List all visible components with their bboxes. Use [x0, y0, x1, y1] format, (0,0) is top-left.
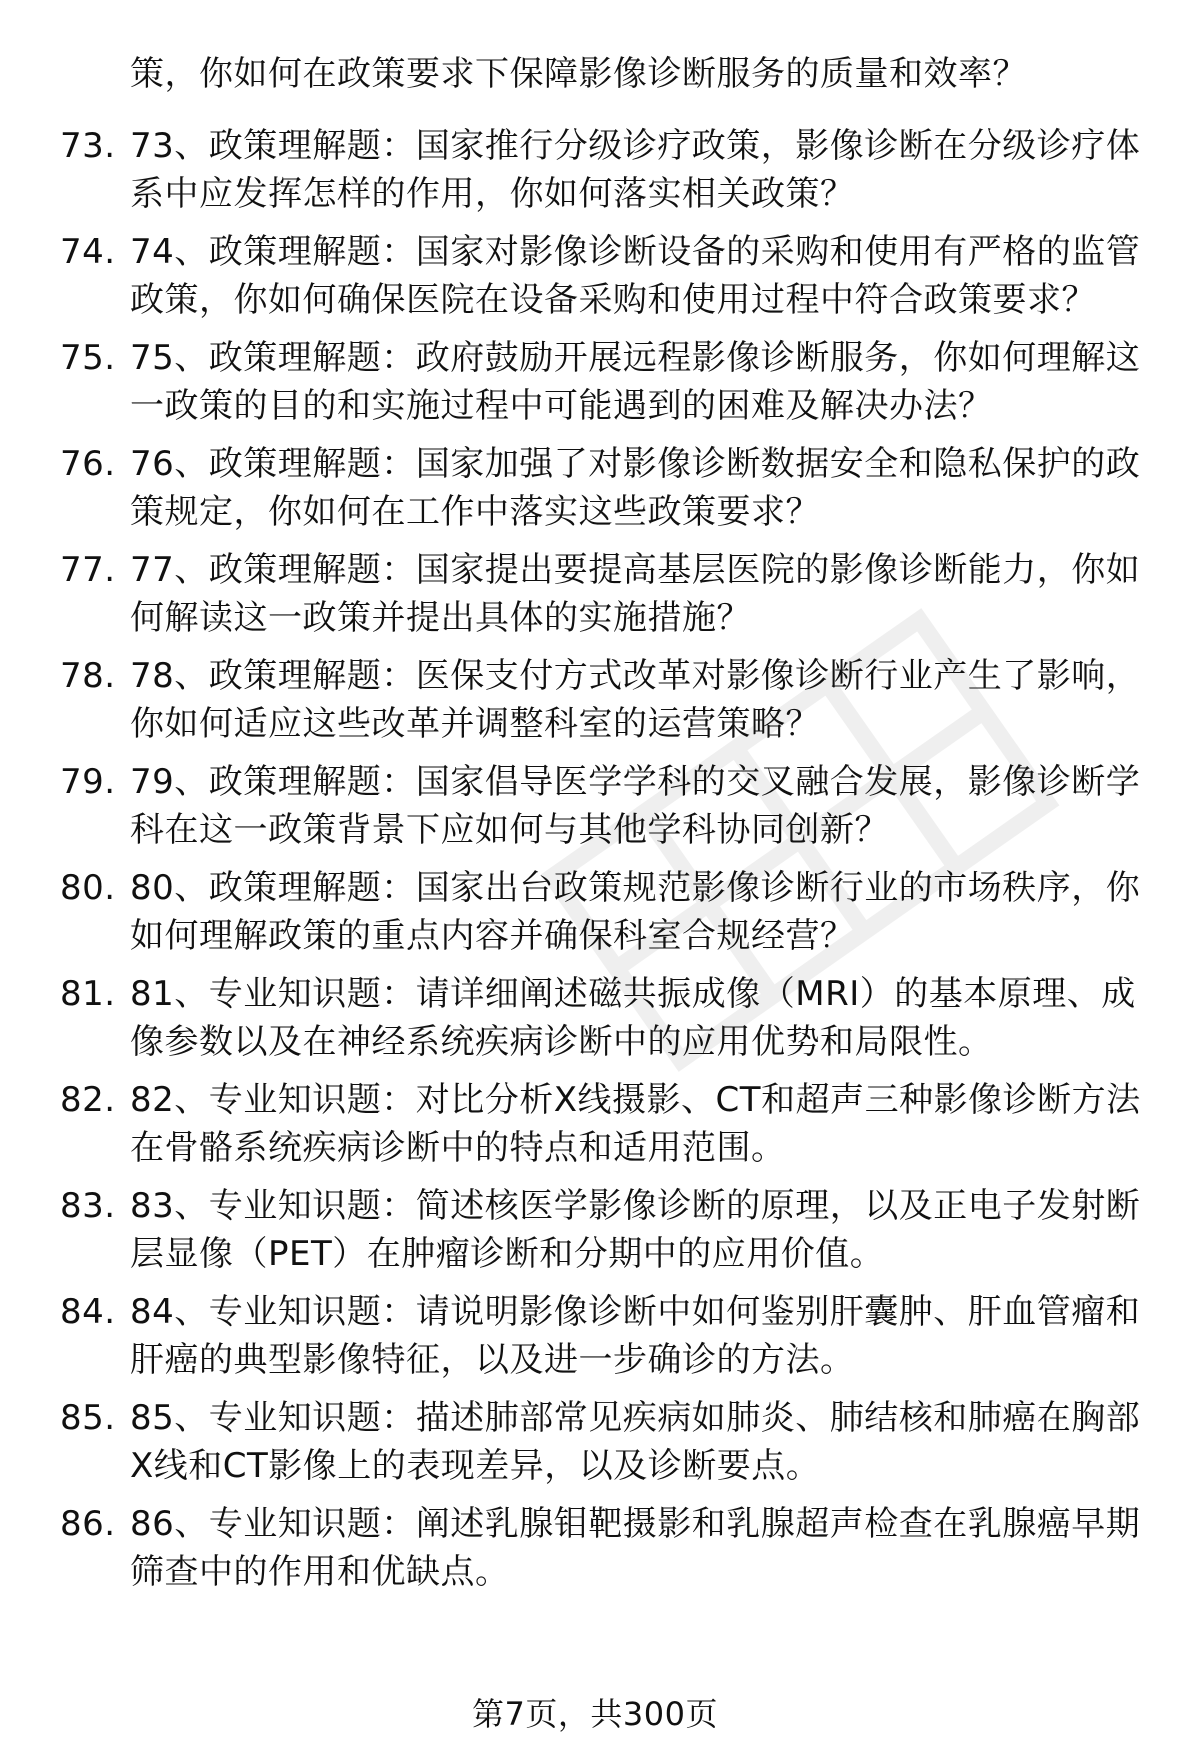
- question-number: 79.: [60, 762, 116, 802]
- question-text: 84、专业知识题：请说明影像诊断中如何鉴别肝囊肿、肝血管瘤和肝癌的典型影像特征，以及进一步确诊的方法。: [130, 1292, 1141, 1380]
- question-text: 77、政策理解题：国家提出要提高基层医院的影像诊断能力，你如何解读这一政策并提出具体的实施措施？: [130, 550, 1141, 638]
- question-text: 79、政策理解题：国家倡导医学学科的交叉融合发展，影像诊断学科在这一政策背景下应如何与其他学科协同创新？: [130, 762, 1141, 850]
- question-item: [0, 228, 1190, 324]
- question-number: 77.: [60, 550, 116, 590]
- question-item: [0, 122, 1190, 218]
- question-text: 80、政策理解题：国家出台政策规范影像诊断行业的市场秩序，你如何理解政策的重点内容并确保科室合规经营？: [130, 868, 1141, 956]
- question-item: [0, 970, 1190, 1066]
- question-item: [0, 864, 1190, 960]
- question-item: [0, 1288, 1190, 1384]
- question-list: [0, 122, 1190, 1606]
- question-number: 76.: [60, 444, 116, 484]
- question-item: [0, 1182, 1190, 1278]
- question-item: [0, 758, 1190, 854]
- question-text: 74、政策理解题：国家对影像诊断设备的采购和使用有严格的监管政策，你如何确保医院在设备采购和使用过程中符合政策要求？: [130, 232, 1141, 320]
- question-text: 83、专业知识题：简述核医学影像诊断的原理，以及正电子发射断层显像（PET）在肿瘤诊断和分期中的应用价值。: [130, 1186, 1141, 1274]
- question-number: 81.: [60, 974, 116, 1014]
- question-item: [0, 440, 1190, 536]
- question-text: 86、专业知识题：阐述乳腺钼靶摄影和乳腺超声检查在乳腺癌早期筛查中的作用和优缺点。: [130, 1504, 1141, 1592]
- question-number: 82.: [60, 1080, 116, 1120]
- question-number: 83.: [60, 1186, 116, 1226]
- continuation-text: 策，你如何在政策要求下保障影像诊断服务的质量和效率？: [130, 54, 1027, 94]
- question-item: [0, 546, 1190, 642]
- question-number: 78.: [60, 656, 116, 696]
- question-number: 74.: [60, 232, 116, 272]
- question-item: [0, 1076, 1190, 1172]
- question-number: 73.: [60, 126, 116, 166]
- question-number: 86.: [60, 1504, 116, 1544]
- question-number: 84.: [60, 1292, 116, 1332]
- question-text: 85、专业知识题：描述肺部常见疾病如肺炎、肺结核和肺癌在胸部X线和CT影像上的表现差异，以及诊断要点。: [130, 1398, 1141, 1486]
- question-text: 81、专业知识题：请详细阐述磁共振成像（MRI）的基本原理、成像参数以及在神经系统疾病诊断中的应用优势和局限性。: [130, 974, 1136, 1062]
- question-number: 75.: [60, 338, 116, 378]
- question-item: [0, 1394, 1190, 1490]
- question-text: 78、政策理解题：医保支付方式改革对影像诊断行业产生了影响，你如何适应这些改革并调整科室的运营策略？: [130, 656, 1141, 744]
- question-text: 75、政策理解题：政府鼓励开展远程影像诊断服务，你如何理解这一政策的目的和实施过程中可能遇到的困难及解决办法？: [130, 338, 1141, 426]
- question-text: 82、专业知识题：对比分析X线摄影、CT和超声三种影像诊断方法在骨骼系统疾病诊断中的特点和适用范围。: [130, 1080, 1141, 1168]
- question-item: [0, 652, 1190, 748]
- question-text: 73、政策理解题：国家推行分级诊疗政策，影像诊断在分级诊疗体系中应发挥怎样的作用，你如何落实相关政策？: [130, 126, 1141, 214]
- question-item: [0, 334, 1190, 430]
- question-number: 80.: [60, 868, 116, 908]
- page-footer: 第7页，共300页: [472, 1695, 718, 1733]
- question-number: 85.: [60, 1398, 116, 1438]
- question-item: [0, 1500, 1190, 1596]
- question-text: 76、政策理解题：国家加强了对影像诊断数据安全和隐私保护的政策规定，你如何在工作中落实这些政策要求？: [130, 444, 1141, 532]
